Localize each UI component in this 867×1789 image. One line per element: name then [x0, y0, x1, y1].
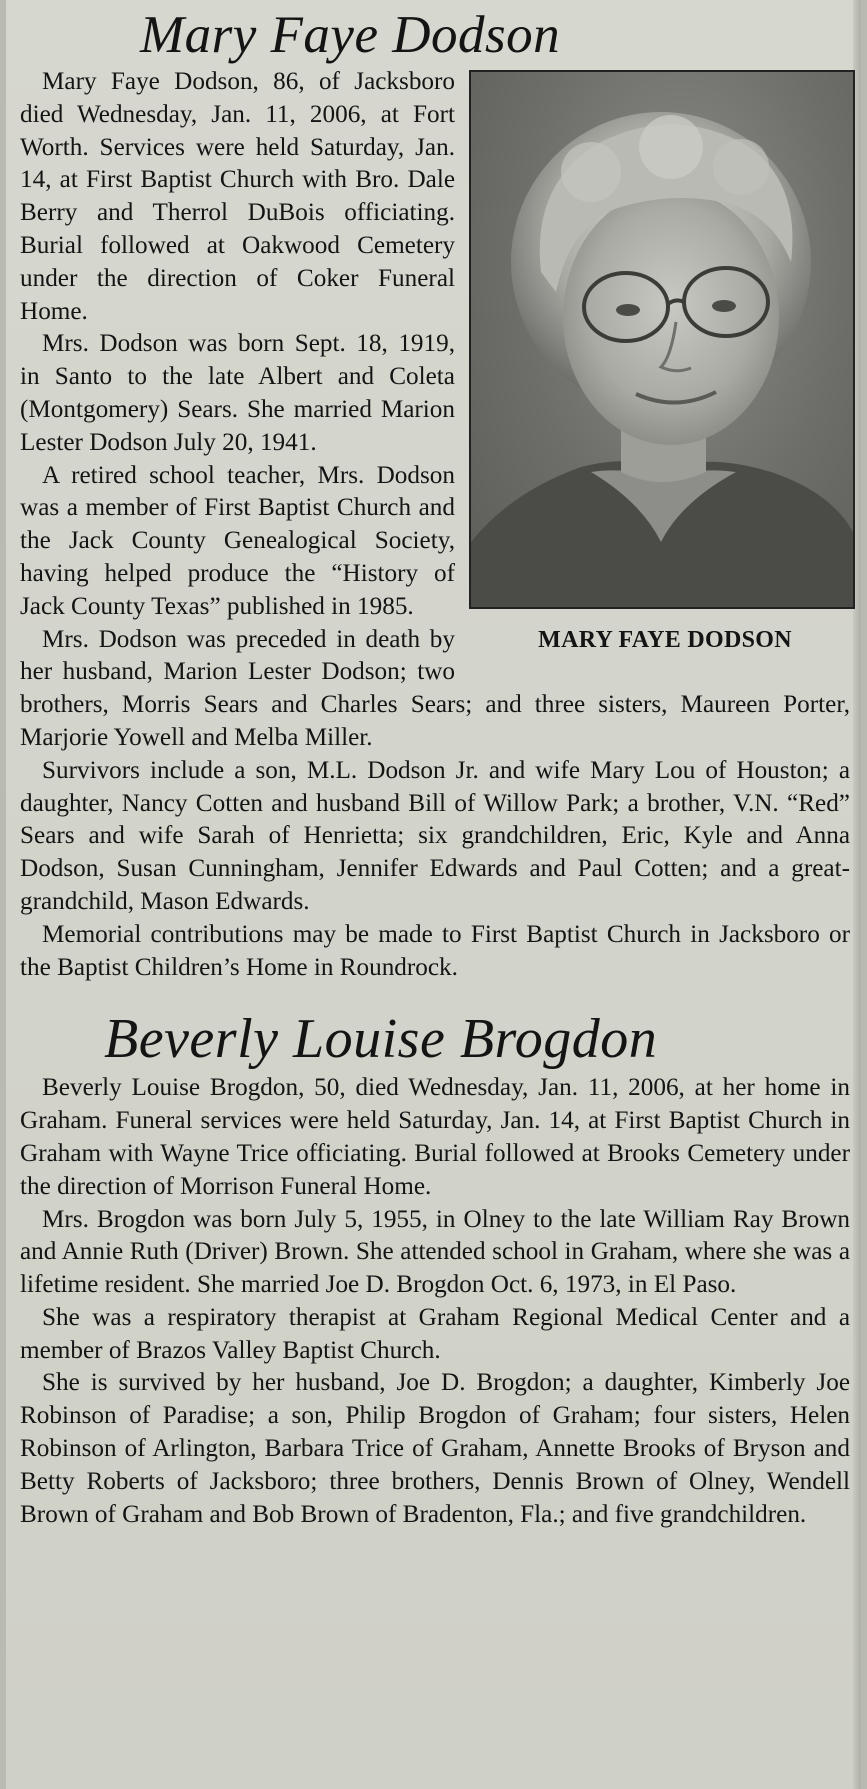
portrait-illustration: [471, 72, 853, 607]
obituary-1-paragraph: A retired school teacher, Mrs. Dodson was a member of First Baptist Church and the Jack County Genealogical Society, having helped produce the “History of Jack County Texas” published in 1985.: [20, 461, 455, 620]
portrait-photo: [469, 70, 855, 609]
obituary-2-paragraph: Beverly Louise Brogdon, 50, died Wednesday, Jan. 11, 2006, at her home in Graham. Funeral services were held Saturday, Jan. 14, at First Baptist Church in Graham with Wayne Trice officiating. Burial followed at Brooks Cemetery under the direction of Morrison Funeral Home.: [20, 1074, 850, 1200]
obituary-beverly-louise-brogdon: [20, 1006, 850, 1531]
portrait-caption: MARY FAYE DODSON: [538, 627, 792, 653]
obituary-1-paragraph: Memorial contributions may be made to First Baptist Church in Jacksboro or the Baptist Children’s Home in Roundrock.: [20, 920, 850, 981]
obituary-2-paragraph: She is survived by her husband, Joe D. Brogdon; a daughter, Kimberly Joe Robinson of Paradise; a son, Philip Brogdon of Graham; four sisters, Helen Robinson of Arlington, Barbara Trice of Graham, Annette Brooks of Bryson and Betty Roberts of Jacksboro; three brothers, Dennis Brown of Olney, Wendell Brown of Graham and Bob Brown of Bradenton, Fla.; and five grandchildren.: [20, 1369, 850, 1528]
obituary-mary-faye-dodson: [20, 0, 850, 984]
obituary-2-paragraph: Mrs. Brogdon was born July 5, 1955, in Olney to the late William Ray Brown and Annie Ruth (Driver) Brown. She attended school in Graham, where she was a lifetime resident. She married Joe D. Brogdon Oct. 6, 1973, in El Paso.: [20, 1205, 850, 1299]
obituary-1-body: [20, 66, 850, 984]
obituary-1-paragraph: Mrs. Dodson was born Sept. 18, 1919, in Santo to the late Albert and Coleta (Montgomery) Sears. She married Marion Lester Dodson July 20, 1941.: [20, 330, 455, 456]
obituary-1-paragraph: Mary Faye Dodson, 86, of Jacksboro died Wednesday, Jan. 11, 2006, at Fort Worth. Services were held Saturday, Jan. 14, at First Baptist Church with Bro. Dale Berry and Therrol DuBois officiating. Burial followed at Oakwood Cemetery under the direction of Coker Funeral Home.: [20, 68, 455, 325]
obituary-2-paragraph: She was a respiratory therapist at Graham Regional Medical Center and a member of Brazos Valley Baptist Church.: [20, 1303, 850, 1364]
portrait-block: [469, 70, 861, 655]
obituary-1-paragraph: Mrs. Dodson was preceded in death by her husband, Marion Lester Dodson; two brothers, Morris Sears and Charles Sears; and three sisters, Maureen Porter, Marjorie Yowell and Melba Miller.: [20, 625, 850, 751]
obituary-1-paragraph: Survivors include a son, M.L. Dodson Jr. and wife Mary Lou of Houston; a daughter, Nancy Cotten and husband Bill of Willow Park; a brother, V.N. “Red” Sears and wife Sarah of Henrietta; six grandchildren, Eric, Kyle and Anna Dodson, Susan Cunningham, Jennifer Edwards and Paul Cotten; and a great-grandchild, Mason Edwards.: [20, 756, 850, 915]
obituaries-page: [20, 0, 850, 1531]
obituary-1-headline: Mary Faye Dodson: [140, 6, 561, 64]
obituary-2-body: [20, 1072, 850, 1531]
obituary-2-headline: Beverly Louise Brogdon: [104, 1008, 658, 1071]
newspaper-clipping: [6, 0, 861, 1789]
